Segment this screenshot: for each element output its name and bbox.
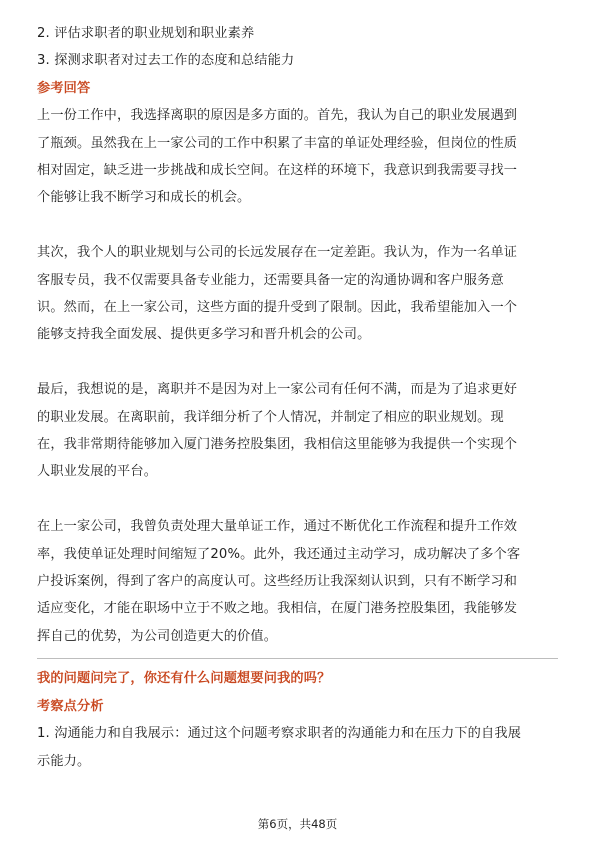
answer-paragraph-2 [37,239,558,349]
paragraph-line: 最后，我想说的是，离职并不是因为对上一家公司有任何不满，而是为了追求更好 [37,382,518,398]
answer-paragraph-1 [37,102,558,212]
paragraph-line: 客服专员，我不仅需要具备专业能力，还需要具备一定的沟通协调和客户服务意 [37,272,504,288]
paragraph-line: 相对固定，缺乏进一步挑战和成长空间。在这样的环境下，我意识到我需要寻找一 [37,163,518,179]
paragraph-line: 其次，我个人的职业规划与公司的长远发展存在一定差距。我认为，作为一名单证 [37,245,518,261]
analysis-line: 示能力。 [37,753,91,769]
intro-list-item: 2. 评估求职者的职业规划和职业素养 [37,26,255,41]
answer-heading: 参考回答 [37,80,91,96]
page-footer: 第6页，共48页 [257,817,338,831]
paragraph-line: 率，我使单证处理时间缩短了20%。此外，我还通过主动学习，成功解决了多个客 [37,546,521,562]
paragraph-line: 适应变化，才能在职场中立于不败之地。我相信，在厦门港务控股集团，我能够发 [37,601,518,617]
analysis-heading: 考察点分析 [37,698,104,714]
answer-paragraph-3 [37,376,558,486]
paragraph-line: 挥自己的优势，为公司创造更大的价值。 [37,628,278,644]
paragraph-line: 能够支持我全面发展、提供更多学习和晋升机会的公司。 [37,327,371,343]
paragraph-line: 个能够让我不断学习和成长的机会。 [37,190,251,206]
paragraph-line: 在，我非常期待能够加入厦门港务控股集团，我相信这里能够为我提供一个实现个 [37,437,518,453]
paragraph-line: 人职业发展的平台。 [37,464,158,480]
answer-paragraph-4 [37,513,558,650]
analysis-line: 1. 沟通能力和自我展示：通过这个问题考察求职者的沟通能力和在压力下的自我展 [37,726,522,742]
paragraph-line: 上一份工作中，我选择离职的原因是多方面的。首先，我认为自己的职业发展遇到 [37,108,518,124]
paragraph-line: 了瓶颈。虽然我在上一家公司的工作中积累了丰富的单证处理经验，但岗位的性质 [37,135,518,151]
paragraph-line: 的职业发展。在离职前，我详细分析了个人情况，并制定了相应的职业规划。现 [37,409,504,425]
paragraph-line: 户投诉案例，得到了客户的高度认可。这些经历让我深刻认识到，只有不断学习和 [37,574,518,590]
section-divider [37,658,558,659]
paragraph-line: 识。然而，在上一家公司，这些方面的提升受到了限制。因此，我希望能加入一个 [37,300,518,316]
intro-list-item: 3. 探测求职者对过去工作的态度和总结能力 [37,53,295,69]
paragraph-line: 在上一家公司，我曾负责处理大量单证工作，通过不断优化工作流程和提升工作效 [37,519,518,535]
document-page [37,20,558,775]
question-heading: 我的问题问完了，你还有什么问题想要问我的吗？ [37,671,331,687]
